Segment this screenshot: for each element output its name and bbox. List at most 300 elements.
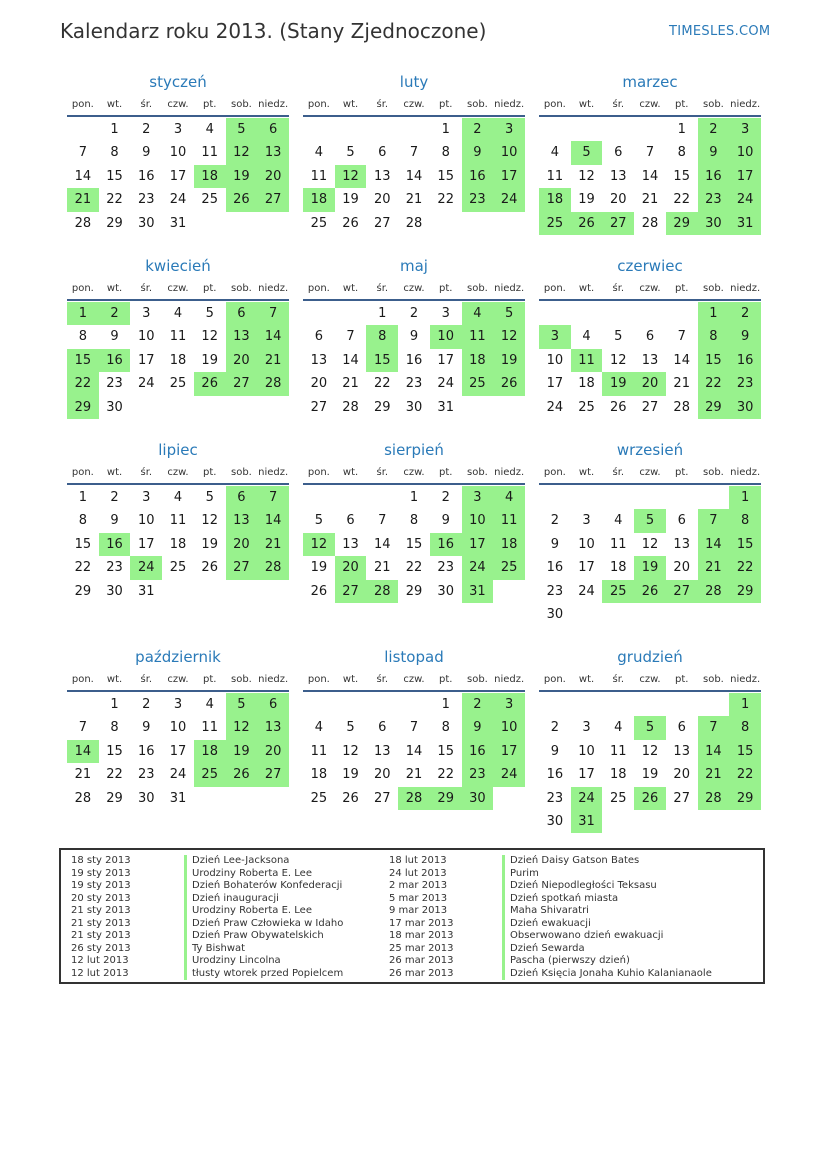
day-cell: 1 xyxy=(378,306,387,321)
weekday-header xyxy=(539,463,761,485)
day-cell: 1 xyxy=(729,693,761,716)
day-cell: 11 xyxy=(201,145,218,161)
day-cell: 16 xyxy=(138,168,155,184)
legend-row xyxy=(61,968,343,981)
weekday-label: niedz. xyxy=(494,467,525,478)
weekday-label: niedz. xyxy=(494,283,525,294)
day-cell: 23 xyxy=(698,188,730,211)
day-cell: 8 xyxy=(698,325,730,348)
days-grid xyxy=(67,118,289,235)
day-cell: 9 xyxy=(441,513,450,529)
day-cell: 19 xyxy=(634,556,666,579)
month-name: listopad xyxy=(384,648,444,666)
weekday-label: sob. xyxy=(466,467,488,478)
day-cell: 28 xyxy=(641,215,659,231)
empty-cell xyxy=(303,302,335,325)
legend-date: 12 lut 2013 xyxy=(71,967,129,979)
weekday-label: wt. xyxy=(106,674,123,685)
weekday-label: pon. xyxy=(71,467,94,478)
month-name: maj xyxy=(400,257,428,275)
day-cell: 7 xyxy=(378,513,387,529)
day-cell: 13 xyxy=(673,536,690,552)
day-cell: 21 xyxy=(673,376,690,392)
day-cell: 16 xyxy=(405,352,423,368)
day-cell: 25 xyxy=(310,790,328,806)
day-cell: 26 xyxy=(226,188,258,211)
day-cell: 7 xyxy=(409,720,419,736)
weekday-label: sob. xyxy=(702,99,724,110)
weekday-label: wt. xyxy=(342,99,359,110)
empty-cell xyxy=(571,693,603,716)
day-cell: 18 xyxy=(169,536,187,552)
legend-holiday-name: Purim xyxy=(510,867,539,879)
weekday-label: pt. xyxy=(202,283,217,294)
empty-cell xyxy=(634,302,666,325)
day-cell: 29 xyxy=(106,215,123,231)
day-cell: 23 xyxy=(462,188,494,211)
weekday-header xyxy=(539,95,761,117)
day-cell: 25 xyxy=(169,560,187,576)
day-cell: 23 xyxy=(106,560,123,576)
day-cell: 3 xyxy=(441,306,450,321)
day-cell: 23 xyxy=(437,560,454,576)
day-cell: 25 xyxy=(539,212,571,235)
day-cell: 26 xyxy=(194,372,226,395)
weekday-label: niedz. xyxy=(258,99,289,110)
empty-cell xyxy=(666,302,698,325)
day-cell: 2 xyxy=(550,513,559,529)
day-cell: 24 xyxy=(169,767,187,783)
day-cell: 31 xyxy=(169,790,187,806)
day-cell: 24 xyxy=(729,188,761,211)
empty-cell xyxy=(366,486,398,509)
weekday-label: czw. xyxy=(639,99,661,110)
day-cell: 27 xyxy=(310,399,328,415)
day-cell: 6 xyxy=(677,513,686,529)
day-cell: 6 xyxy=(614,145,623,161)
day-cell: 24 xyxy=(437,376,454,392)
day-cell: 5 xyxy=(346,720,355,736)
day-cell: 25 xyxy=(194,763,226,786)
day-cell: 20 xyxy=(673,560,690,576)
empty-cell xyxy=(366,693,398,716)
weekday-header xyxy=(303,95,525,117)
day-cell: 13 xyxy=(226,509,258,532)
day-cell: 12 xyxy=(226,716,258,739)
day-cell: 26 xyxy=(201,560,218,576)
day-cell: 12 xyxy=(342,743,359,759)
weekday-label: niedz. xyxy=(258,283,289,294)
day-cell: 26 xyxy=(634,787,666,810)
day-cell: 13 xyxy=(257,716,289,739)
day-cell: 14 xyxy=(698,740,730,763)
legend-date: 19 sty 2013 xyxy=(71,880,131,891)
day-cell: 9 xyxy=(698,141,730,164)
day-cell: 17 xyxy=(437,352,454,368)
day-cell: 23 xyxy=(138,192,155,208)
weekday-label: czw. xyxy=(639,283,661,294)
day-cell: 31 xyxy=(571,810,603,833)
weekday-label: czw. xyxy=(167,674,189,685)
weekday-label: wt. xyxy=(342,674,359,685)
brand-link[interactable]: TIMESLES.COM xyxy=(669,24,771,39)
day-cell: 23 xyxy=(546,790,564,806)
day-cell: 18 xyxy=(493,533,525,556)
day-cell: 19 xyxy=(201,536,218,552)
day-cell: 20 xyxy=(374,192,391,208)
weekday-label: pt. xyxy=(674,674,689,685)
day-cell: 18 xyxy=(610,767,627,783)
day-cell: 15 xyxy=(366,349,398,372)
day-cell: 4 xyxy=(582,329,591,345)
weekday-label: niedz. xyxy=(730,674,761,685)
day-cell: 3 xyxy=(582,513,591,529)
day-cell: 17 xyxy=(138,352,155,368)
legend-row xyxy=(379,905,712,918)
legend-marker xyxy=(184,905,187,918)
day-cell: 20 xyxy=(634,372,666,395)
weekday-label: pt. xyxy=(438,467,453,478)
weekday-label: sob. xyxy=(702,674,724,685)
day-cell: 19 xyxy=(201,352,218,368)
day-cell: 2 xyxy=(142,697,151,712)
empty-cell xyxy=(602,118,634,141)
day-cell: 8 xyxy=(78,329,87,345)
day-cell: 4 xyxy=(614,720,623,736)
day-cell: 27 xyxy=(374,790,391,806)
day-cell: 30 xyxy=(698,212,730,235)
day-cell: 11 xyxy=(571,349,603,372)
day-cell: 15 xyxy=(74,536,92,552)
weekday-label: śr. xyxy=(140,467,153,478)
day-cell: 16 xyxy=(99,533,131,556)
day-cell: 28 xyxy=(74,790,92,806)
day-cell: 27 xyxy=(226,372,258,395)
day-cell: 2 xyxy=(110,490,119,505)
day-cell: 22 xyxy=(729,556,761,579)
legend-holiday-name: Dzień Praw Człowieka w Idaho xyxy=(192,917,344,929)
day-cell: 21 xyxy=(698,763,730,786)
day-cell: 10 xyxy=(546,352,564,368)
day-cell: 7 xyxy=(698,509,730,532)
day-cell: 24 xyxy=(578,583,595,599)
day-cell: 9 xyxy=(550,536,559,552)
day-cell: 1 xyxy=(78,490,87,505)
days-grid xyxy=(539,486,761,626)
day-cell: 13 xyxy=(610,168,627,184)
day-cell: 4 xyxy=(493,486,525,509)
day-cell: 10 xyxy=(578,536,595,552)
day-cell: 10 xyxy=(138,329,155,345)
legend-row xyxy=(61,893,343,906)
weekday-label: niedz. xyxy=(730,467,761,478)
empty-cell xyxy=(602,302,634,325)
weekday-label: sob. xyxy=(230,283,252,294)
legend-holiday-name: Dzień Bohaterów Konfederacji xyxy=(192,880,343,891)
day-cell: 9 xyxy=(110,329,119,345)
legend-holiday-name: tłusty wtorek przed Popielcem xyxy=(192,967,344,979)
weekday-label: niedz. xyxy=(494,674,525,685)
weekday-label: czw. xyxy=(403,674,425,685)
legend-marker xyxy=(502,955,505,968)
weekday-label: niedz. xyxy=(730,283,761,294)
legend-holiday-name: Obserwowano dzień ewakuacji xyxy=(510,930,664,941)
empty-cell xyxy=(366,118,398,141)
day-cell: 6 xyxy=(346,513,355,529)
legend-holiday-name: Dzień inauguracji xyxy=(192,892,279,904)
weekday-label: sob. xyxy=(702,467,724,478)
day-cell: 7 xyxy=(645,145,655,161)
legend-date: 25 mar 2013 xyxy=(389,942,454,954)
weekday-label: pt. xyxy=(674,283,689,294)
day-cell: 13 xyxy=(673,743,690,759)
legend-marker xyxy=(184,930,187,943)
weekday-label: wt. xyxy=(578,467,595,478)
day-cell: 14 xyxy=(673,352,690,368)
day-cell: 8 xyxy=(110,145,119,161)
month-calendar xyxy=(303,72,525,235)
day-cell: 19 xyxy=(578,192,595,208)
day-cell: 14 xyxy=(698,533,730,556)
day-cell: 7 xyxy=(346,329,355,345)
legend-date: 21 sty 2013 xyxy=(71,930,131,941)
legend-date: 19 sty 2013 xyxy=(71,867,131,879)
day-cell: 29 xyxy=(729,787,761,810)
weekday-label: sob. xyxy=(702,283,724,294)
day-cell: 28 xyxy=(342,399,359,415)
day-cell: 3 xyxy=(173,697,183,712)
day-cell: 16 xyxy=(99,349,131,372)
days-grid xyxy=(67,693,289,810)
day-cell: 30 xyxy=(546,813,564,829)
day-cell: 27 xyxy=(602,212,634,235)
weekday-label: śr. xyxy=(376,283,389,294)
legend-date: 26 mar 2013 xyxy=(389,967,454,979)
month-calendar xyxy=(303,440,525,603)
legend-date: 9 mar 2013 xyxy=(389,905,448,916)
weekday-label: czw. xyxy=(403,283,425,294)
legend-holiday-name: Dzień Lee-Jacksona xyxy=(192,855,290,866)
day-cell: 10 xyxy=(462,509,494,532)
day-cell: 14 xyxy=(67,740,99,763)
legend-date: 26 mar 2013 xyxy=(389,955,454,966)
month-calendar xyxy=(67,72,289,235)
day-cell: 28 xyxy=(698,787,730,810)
weekday-label: czw. xyxy=(167,99,189,110)
day-cell: 24 xyxy=(130,556,162,579)
day-cell: 29 xyxy=(698,396,730,419)
day-cell: 4 xyxy=(314,720,323,736)
legend-marker xyxy=(502,905,505,918)
day-cell: 14 xyxy=(405,743,423,759)
empty-cell xyxy=(67,118,99,141)
legend-holiday-name: Urodziny Roberta E. Lee xyxy=(192,867,312,879)
day-cell: 8 xyxy=(441,145,450,161)
day-cell: 27 xyxy=(257,763,289,786)
day-cell: 19 xyxy=(342,767,359,783)
empty-cell xyxy=(698,486,730,509)
legend-row xyxy=(379,943,712,956)
day-cell: 5 xyxy=(634,509,666,532)
day-cell: 11 xyxy=(310,743,328,759)
empty-cell xyxy=(539,302,571,325)
day-cell: 31 xyxy=(138,583,155,599)
legend-column-left xyxy=(61,855,343,980)
month-calendar xyxy=(67,647,289,810)
month-calendar xyxy=(539,647,761,833)
weekday-label: czw. xyxy=(403,467,425,478)
day-cell: 16 xyxy=(462,740,494,763)
day-cell: 2 xyxy=(142,122,151,137)
empty-cell xyxy=(335,486,367,509)
holiday-legend xyxy=(59,848,765,984)
weekday-header xyxy=(539,670,761,692)
weekday-label: pon. xyxy=(307,467,330,478)
day-cell: 28 xyxy=(257,372,289,395)
empty-cell xyxy=(335,302,367,325)
legend-marker xyxy=(502,893,505,906)
day-cell: 8 xyxy=(78,513,87,529)
day-cell: 12 xyxy=(335,165,367,188)
month-calendar xyxy=(303,647,525,810)
day-cell: 30 xyxy=(546,606,564,622)
legend-date: 24 lut 2013 xyxy=(389,867,447,879)
weekday-label: wt. xyxy=(342,283,359,294)
day-cell: 23 xyxy=(546,583,564,599)
day-cell: 25 xyxy=(201,192,218,208)
day-cell: 27 xyxy=(226,556,258,579)
day-cell: 2 xyxy=(698,118,730,141)
month-name: kwiecień xyxy=(145,257,211,275)
day-cell: 12 xyxy=(578,168,595,184)
day-cell: 3 xyxy=(493,693,525,716)
day-cell: 4 xyxy=(314,145,323,161)
day-cell: 28 xyxy=(698,580,730,603)
legend-marker xyxy=(502,943,505,956)
day-cell: 21 xyxy=(257,349,289,372)
day-cell: 20 xyxy=(226,349,258,372)
day-cell: 8 xyxy=(441,720,450,736)
day-cell: 30 xyxy=(405,399,423,415)
weekday-label: pt. xyxy=(202,674,217,685)
day-cell: 22 xyxy=(67,372,99,395)
weekday-label: pon. xyxy=(543,283,566,294)
day-cell: 27 xyxy=(666,580,698,603)
weekday-label: czw. xyxy=(167,283,189,294)
weekday-label: śr. xyxy=(612,99,625,110)
day-cell: 13 xyxy=(310,352,328,368)
day-cell: 24 xyxy=(546,399,564,415)
month-calendar xyxy=(539,440,761,626)
legend-date: 18 sty 2013 xyxy=(71,855,131,866)
day-cell: 9 xyxy=(729,325,761,348)
day-cell: 24 xyxy=(462,556,494,579)
weekday-label: pon. xyxy=(307,674,330,685)
empty-cell xyxy=(67,693,99,716)
day-cell: 2 xyxy=(441,490,450,505)
day-cell: 30 xyxy=(729,396,761,419)
weekday-label: czw. xyxy=(639,467,661,478)
empty-cell xyxy=(602,693,634,716)
day-cell: 25 xyxy=(169,376,187,392)
legend-holiday-name: Dzień ewakuacji xyxy=(510,917,591,929)
legend-holiday-name: Maha Shivaratri xyxy=(510,905,589,916)
days-grid xyxy=(303,118,525,235)
day-cell: 18 xyxy=(303,188,335,211)
day-cell: 3 xyxy=(729,118,761,141)
days-grid xyxy=(67,486,289,603)
day-cell: 9 xyxy=(550,743,559,759)
day-cell: 15 xyxy=(106,743,123,759)
legend-row xyxy=(61,918,343,931)
day-cell: 25 xyxy=(610,790,627,806)
empty-cell xyxy=(303,693,335,716)
weekday-label: śr. xyxy=(612,283,625,294)
day-cell: 12 xyxy=(493,325,525,348)
day-cell: 29 xyxy=(430,787,462,810)
legend-date: 20 sty 2013 xyxy=(71,892,131,904)
day-cell: 18 xyxy=(310,767,328,783)
day-cell: 3 xyxy=(142,490,151,505)
day-cell: 12 xyxy=(641,743,659,759)
day-cell: 23 xyxy=(729,372,761,395)
day-cell: 26 xyxy=(342,790,359,806)
month-calendar xyxy=(67,256,289,419)
day-cell: 21 xyxy=(641,192,659,208)
day-cell: 24 xyxy=(169,192,187,208)
legend-marker xyxy=(502,880,505,893)
empty-cell xyxy=(303,486,335,509)
day-cell: 27 xyxy=(257,188,289,211)
day-cell: 8 xyxy=(729,716,761,739)
day-cell: 21 xyxy=(698,556,730,579)
legend-marker xyxy=(184,918,187,931)
legend-marker xyxy=(502,930,505,943)
day-cell: 24 xyxy=(493,188,525,211)
day-cell: 15 xyxy=(405,536,423,552)
day-cell: 18 xyxy=(578,376,595,392)
month-name: wrzesień xyxy=(616,441,684,459)
day-cell: 20 xyxy=(335,556,367,579)
weekday-label: niedz. xyxy=(258,674,289,685)
day-cell: 28 xyxy=(398,787,430,810)
month-name: luty xyxy=(399,73,429,91)
weekday-header xyxy=(303,670,525,692)
day-cell: 30 xyxy=(106,399,123,415)
legend-date: 21 sty 2013 xyxy=(71,905,131,916)
day-cell: 22 xyxy=(106,767,123,783)
day-cell: 9 xyxy=(142,145,151,161)
legend-marker xyxy=(184,868,187,881)
month-calendar xyxy=(539,72,761,235)
day-cell: 9 xyxy=(462,141,494,164)
weekday-label: wt. xyxy=(342,467,359,478)
day-cell: 7 xyxy=(78,720,87,736)
day-cell: 22 xyxy=(405,560,423,576)
weekday-header xyxy=(67,463,289,485)
day-cell: 7 xyxy=(78,145,87,161)
day-cell: 11 xyxy=(201,720,218,736)
day-cell: 2 xyxy=(409,306,419,321)
day-cell: 21 xyxy=(405,192,423,208)
empty-cell xyxy=(398,693,430,716)
weekday-label: pon. xyxy=(71,674,94,685)
day-cell: 28 xyxy=(74,215,92,231)
weekday-label: sob. xyxy=(466,283,488,294)
day-cell: 30 xyxy=(437,583,454,599)
days-grid xyxy=(303,302,525,419)
day-cell: 15 xyxy=(729,740,761,763)
